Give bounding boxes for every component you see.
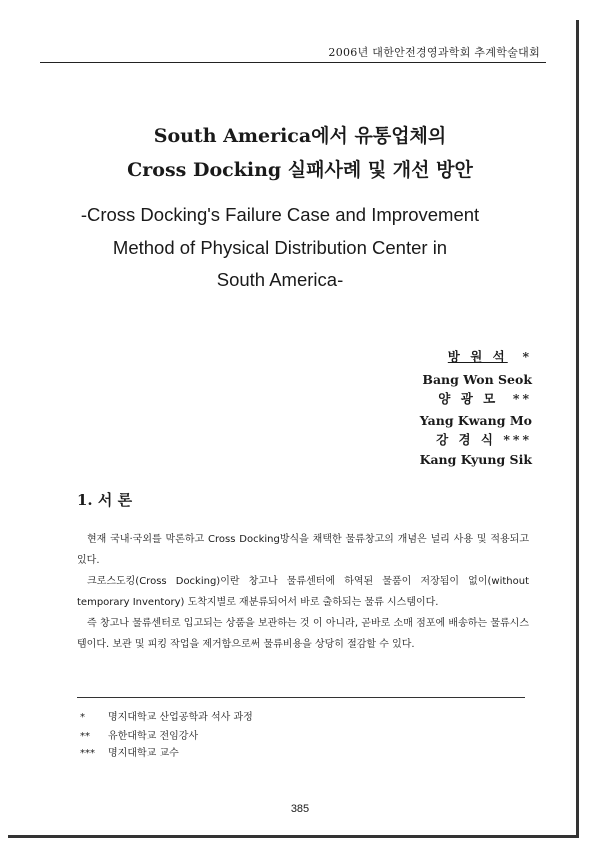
section-heading: 1. 서 론 [77, 491, 133, 509]
header-rule [40, 62, 546, 63]
author-3-mark: *** [503, 432, 532, 447]
author-3-english: Kang Kyung Sik [419, 452, 532, 467]
footnote-2-text: 유한대학교 전임강사 [108, 731, 199, 742]
footnote-2-mark: ** [80, 731, 90, 742]
english-title-line-2: Method of Physical Distribution Center in [112, 237, 448, 258]
footnote-3-mark: *** [80, 748, 95, 759]
footnote-1-mark: * [80, 712, 85, 723]
author-1-mark: * [522, 349, 532, 364]
author-3-korean-name: 강 경 식 [436, 432, 497, 447]
english-title-line-1: -Cross Docking's Failure Case and Improvement [80, 204, 480, 225]
footnote-rule [77, 697, 525, 698]
footnote-2 [80, 727, 198, 742]
english-title-line-3: South America- [216, 269, 344, 290]
author-1-english: Bang Won Seok [422, 372, 532, 387]
page-number: 385 [290, 803, 310, 815]
paragraph-1: 현재 국내·국외를 막론하고 Cross Docking방식을 채택한 물류창고의 개념은 널리 사용 및 적용되고 있다. [77, 534, 529, 566]
author-1-korean [448, 347, 532, 365]
author-1-korean-name: 방 원 석 [447, 349, 508, 364]
conference-header: 2006년 대한안전경영과학회 추계학술대회 [328, 46, 540, 59]
footnote-3-text: 명지대학교 교수 [108, 748, 179, 759]
author-3-korean [436, 430, 532, 448]
footnote-1 [80, 708, 253, 723]
author-2-english: Yang Kwang Mo [419, 413, 532, 428]
paragraph-2: 크로스도킹(Cross Docking)이란 창고나 물류센터에 하역된 물품이 저장됨이 없이(without temporary Inventory) 도착지별로 재분류되어서 바로 출하되는 물류 시스템이다. [77, 576, 529, 608]
paragraph-3: 즉 창고나 물류센터로 입고되는 상품을 보관하는 것 이 아니라, 곧바로 소매 점포에 배송하는 물류시스템이다. 보관 및 피킹 작업을 제거함으로써 물류비용을 상당히 절감할 수 있다. [77, 618, 529, 650]
korean-title-line-1: South America에서 유통업체의 [153, 125, 447, 147]
author-2-korean [438, 389, 532, 407]
author-2-korean-name: 양 광 모 [438, 391, 499, 406]
korean-title-line-2: Cross Docking 실패사례 및 개선 방안 [127, 159, 473, 181]
footnote-3 [80, 744, 179, 759]
footnote-1-text: 명지대학교 산업공학과 석사 과정 [108, 712, 253, 723]
author-2-mark: ** [512, 391, 532, 406]
